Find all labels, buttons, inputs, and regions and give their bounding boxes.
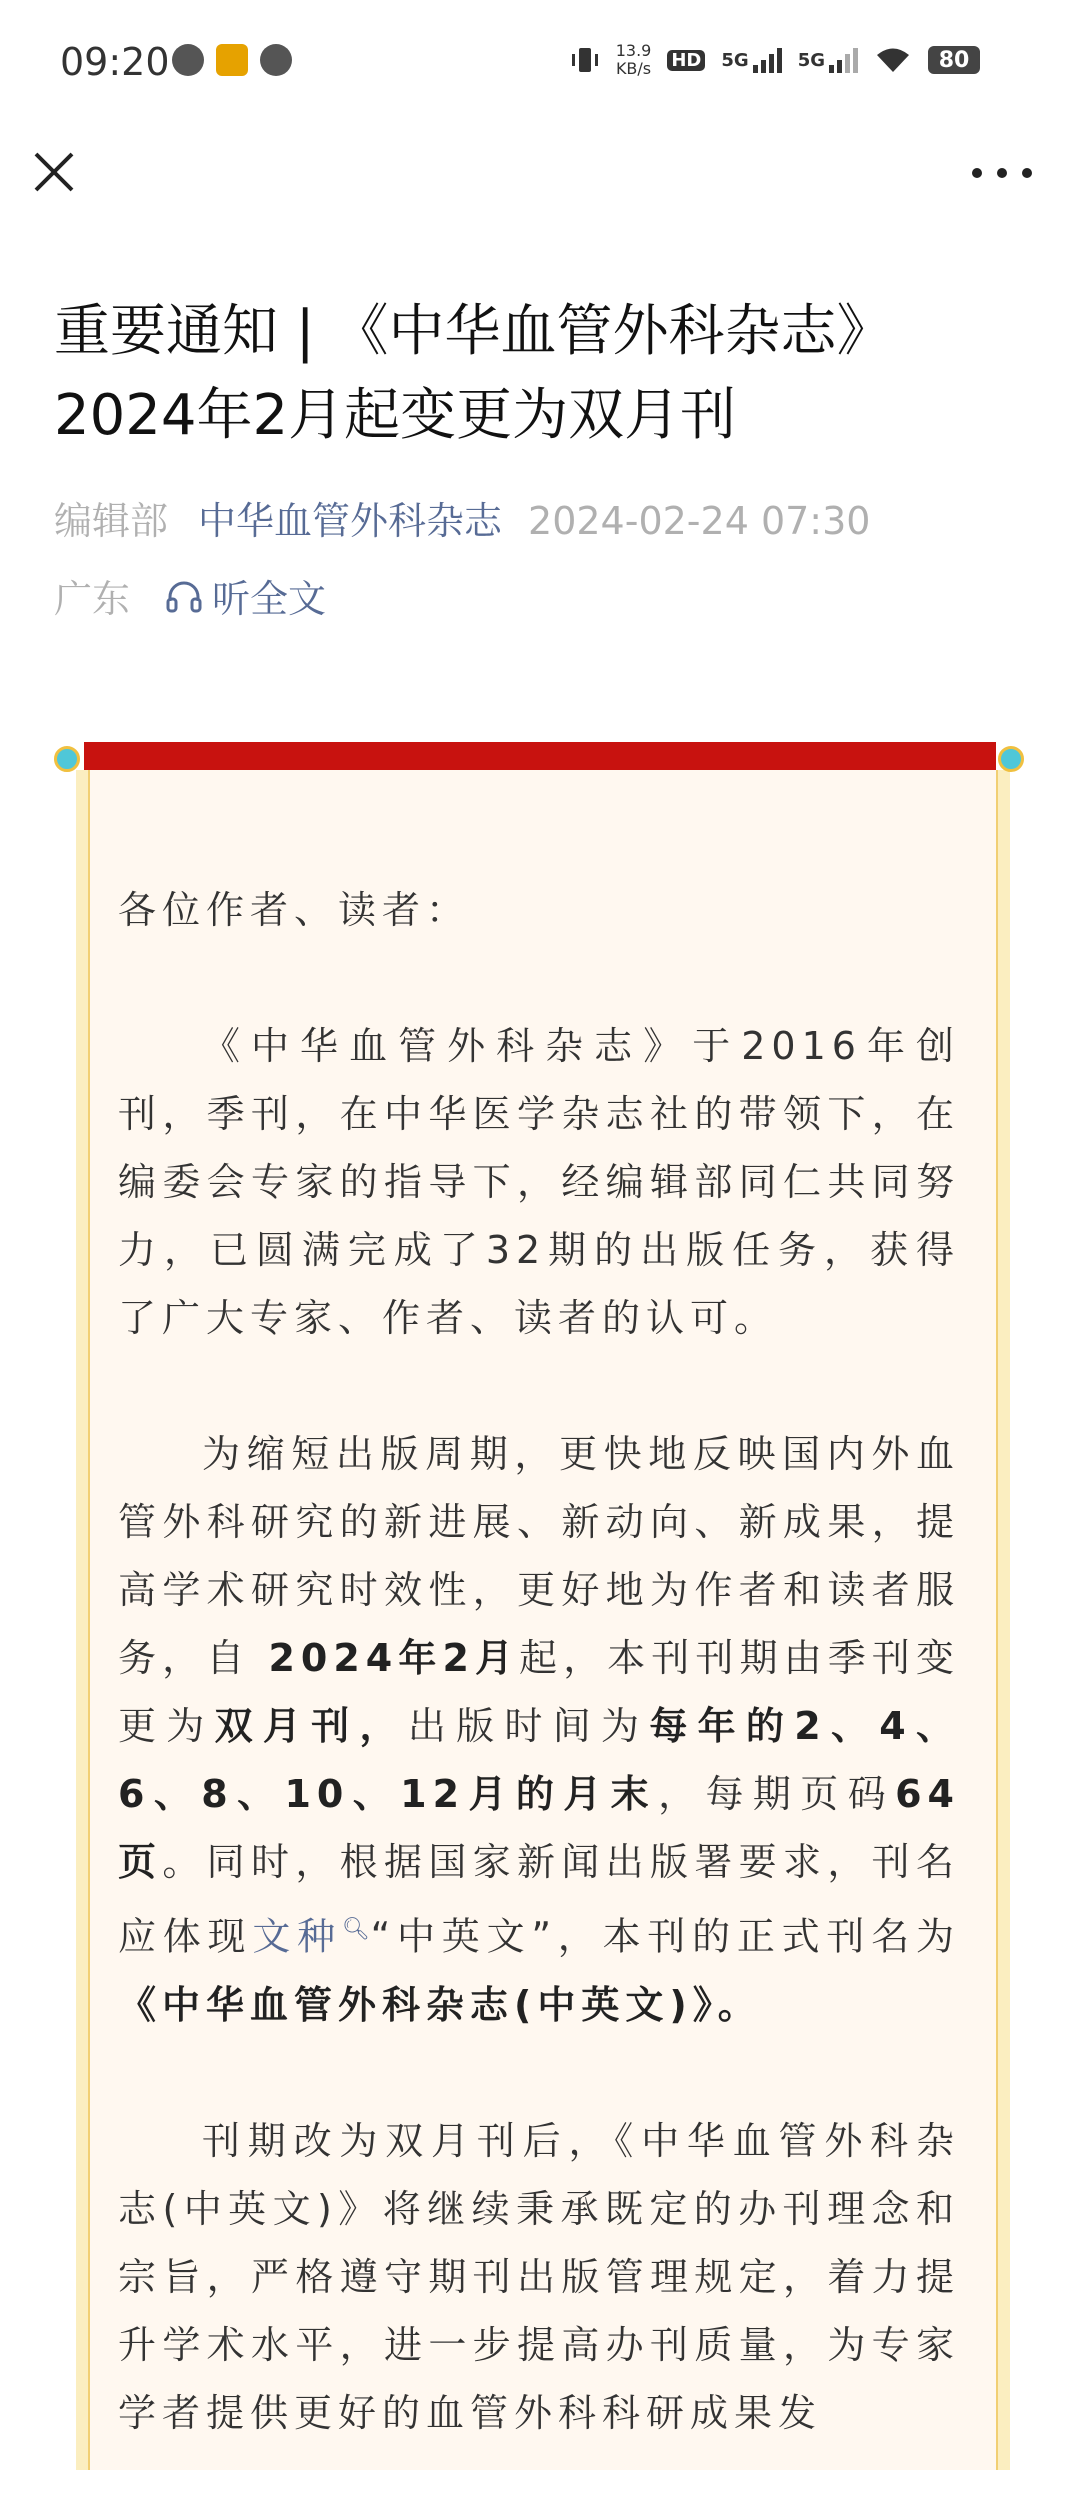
wechat-icon xyxy=(172,44,204,76)
scroll-rod-left-knob xyxy=(54,746,80,772)
article-body xyxy=(118,876,960,2515)
headphones-icon xyxy=(166,579,202,613)
listen-label: 听全文 xyxy=(212,577,327,621)
status-time: 09:20 xyxy=(60,40,170,84)
system-status xyxy=(570,42,980,78)
article-meta xyxy=(54,490,870,545)
message-icon xyxy=(260,44,292,76)
search-icon[interactable]: 🔍︎ xyxy=(341,1917,371,1942)
wifi-icon xyxy=(874,45,912,75)
hd-icon: HD xyxy=(667,50,705,71)
greeting: 各位作者、读者： xyxy=(118,888,471,932)
scroll-rod xyxy=(84,742,996,770)
vibrate-icon xyxy=(570,45,600,75)
status-bar xyxy=(0,0,1080,124)
publish-datetime: 2024-02-24 07:30 xyxy=(528,499,871,543)
article-title: 重要通知 | 《中华血管外科杂志》2024年2月起变更为双月刊 xyxy=(54,299,893,448)
signal-5g-1: 5G xyxy=(721,47,781,73)
paragraph-1: 《中华血管外科杂志》于2016年创刊，季刊，在中华医学杂志社的带领下，在编委会专家的指导下，经编辑部同仁共同努力，已圆满完成了32期的出版任务，获得了广大专家、作者、读者的认可。 xyxy=(118,1024,960,1340)
article-author: 编辑部 xyxy=(54,499,169,543)
signal-5g-2: 5G xyxy=(798,47,858,73)
paragraph-3: 刊期改为双月刊后，《中华血管外科杂志(中英文)》将继续秉承既定的办刊理念和宗旨，严格遵守期刊出版管理规定，着力提升学术水平，进一步提高办刊质量，为专家学者提供更好的血管外科科研成果发 xyxy=(118,2118,960,2435)
battery-indicator: 80 xyxy=(928,46,980,74)
net-speed: 13.9 KB/s xyxy=(615,41,652,78)
keyword-link[interactable]: 文种 xyxy=(252,1914,342,1959)
location: 广东 xyxy=(54,577,131,621)
listen-button[interactable] xyxy=(166,568,326,623)
account-name-link[interactable]: 中华血管外科杂志 xyxy=(198,499,503,543)
more-options-icon[interactable] xyxy=(972,158,1032,188)
notification-icons xyxy=(172,44,292,76)
scroll-rod-right-knob xyxy=(998,746,1024,772)
app-notification-icon xyxy=(216,44,248,76)
top-nav xyxy=(0,130,1080,220)
close-icon[interactable] xyxy=(32,150,76,194)
article-meta-2 xyxy=(54,568,326,623)
scroll-banner xyxy=(54,742,1026,2435)
paragraph-2: 为缩短出版周期，更快地反映国内外血管外科研究的新进展、新动向、新成果，提高学术研究时效性，更好地为作者和读者服务，自 2024年2月起，本刊刊期由季刊变更为双月刊，出版时间为每年的2、4、6、8、10、12月的月末，每期页码64页。同时，根据国家新闻出版署要求，刊名应体现文种🔍︎“中英文”，本刊的正式刊名为《中华血管外科杂志(中英文)》。 xyxy=(118,1432,960,2027)
